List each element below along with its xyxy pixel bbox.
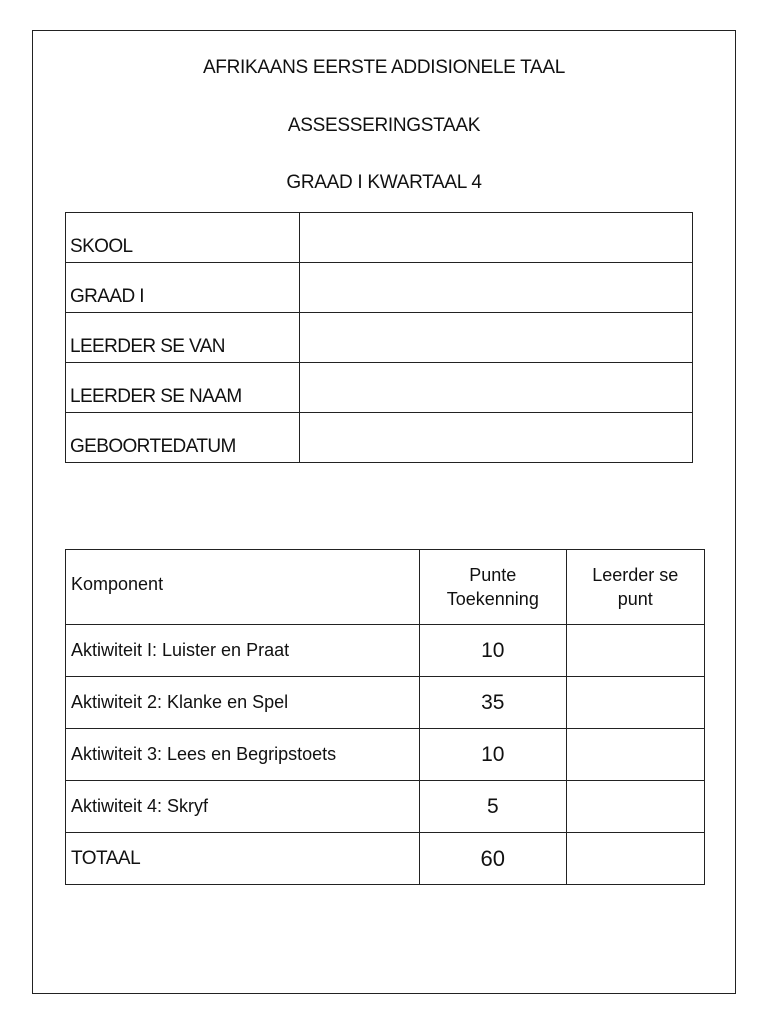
learner-points-field[interactable]	[566, 625, 704, 677]
info-row-birthdate	[66, 413, 693, 463]
total-learner-points-field[interactable]	[566, 833, 704, 885]
component-cell: Aktiwiteit I: Luister en Praat	[66, 625, 420, 677]
info-label: GRAAD I	[66, 263, 300, 313]
learner-info-table	[65, 212, 693, 463]
info-label: LEERDER SE NAAM	[66, 363, 300, 413]
info-row-school	[66, 213, 693, 263]
name-field[interactable]	[300, 363, 693, 413]
points-cell: 5	[420, 781, 567, 833]
points-header-line2: Toekenning	[446, 589, 539, 609]
task-title: ASSESSERINGSTAAK	[287, 115, 481, 136]
marks-header-row	[66, 550, 705, 625]
learner-points-field[interactable]	[566, 677, 704, 729]
component-header: Komponent	[66, 550, 420, 625]
subject-title: AFRIKAANS EERSTE ADDISIONELE TAAL	[202, 57, 566, 78]
points-cell: 10	[420, 729, 567, 781]
info-label: LEERDER SE VAN	[66, 313, 300, 363]
total-row	[66, 833, 705, 885]
points-cell: 10	[420, 625, 567, 677]
surname-field[interactable]	[300, 313, 693, 363]
info-row-surname	[66, 313, 693, 363]
component-cell: Aktiwiteit 4: Skryf	[66, 781, 420, 833]
birthdate-field[interactable]	[300, 413, 693, 463]
table-row	[66, 625, 705, 677]
component-cell: Aktiwiteit 2: Klanke en Spel	[66, 677, 420, 729]
info-row-grade	[66, 263, 693, 313]
grade-field[interactable]	[300, 263, 693, 313]
marks-table	[65, 549, 705, 885]
points-header-line1: Punte	[469, 565, 517, 585]
table-row	[66, 677, 705, 729]
learner-points-header	[566, 550, 704, 625]
learner-header-line2: punt	[617, 589, 653, 609]
grade-term-title: GRAAD I KWARTAAL 4	[286, 172, 482, 193]
learner-points-field[interactable]	[566, 729, 704, 781]
learner-header-line1: Leerder se	[592, 565, 679, 585]
component-cell: Aktiwiteit 3: Lees en Begripstoets	[66, 729, 420, 781]
table-row	[66, 729, 705, 781]
points-header	[420, 550, 567, 625]
total-label: TOTAAL	[66, 833, 420, 885]
info-label: GEBOORTEDATUM	[66, 413, 300, 463]
points-cell: 35	[420, 677, 567, 729]
school-field[interactable]	[300, 213, 693, 263]
info-row-name	[66, 363, 693, 413]
learner-points-field[interactable]	[566, 781, 704, 833]
info-label: SKOOL	[66, 213, 300, 263]
total-points: 60	[420, 833, 567, 885]
table-row	[66, 781, 705, 833]
